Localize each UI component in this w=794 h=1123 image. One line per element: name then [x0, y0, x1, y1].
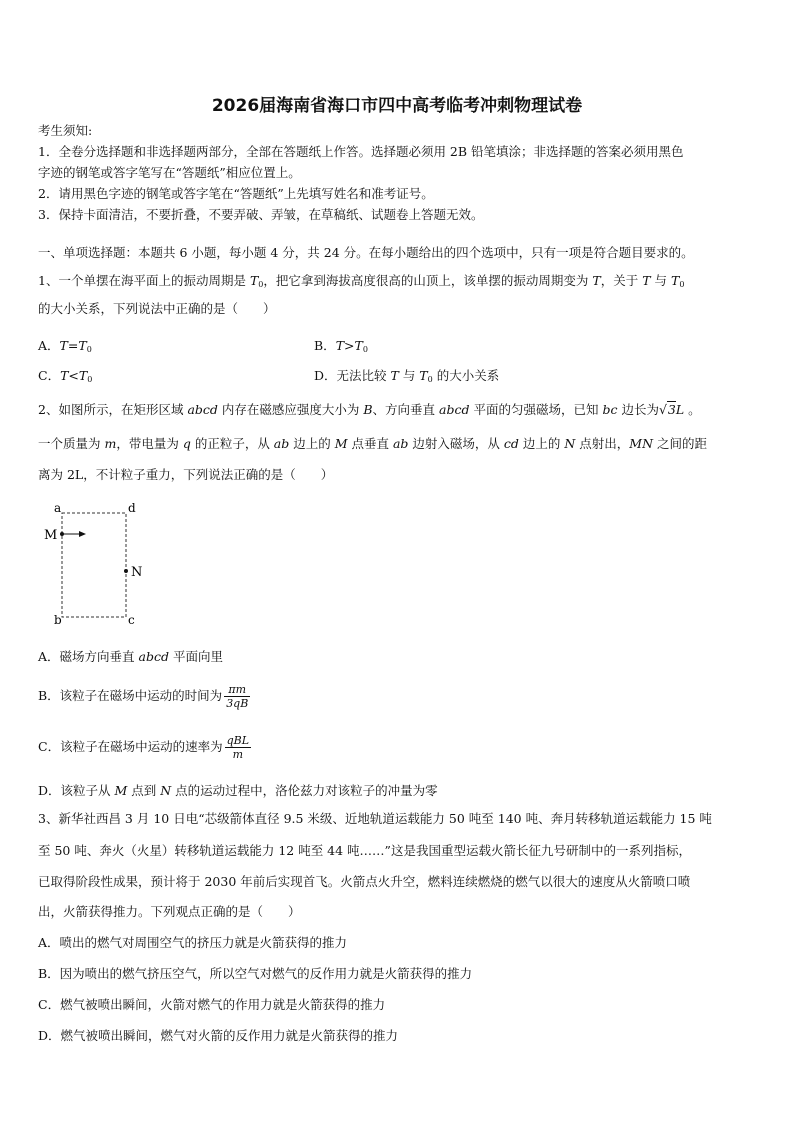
q2-field-diagram: [40, 500, 150, 625]
notice-item-1-cont: 字迹的钢笔或答字笔写在“答题纸”相应位置上。: [38, 165, 301, 180]
q3-stem-line2: 至 50 吨、奔火（火星）转移轨道运载能力 12 吨至 44 吨……”这是我国重型运载火箭长征九号研制中的一系列指标，: [38, 843, 691, 858]
q3-stem-line1: 3、新华社西昌 3 月 10 日电“芯级箭体直径 9.5 米级、近地轨道运载能力 50 吨至 140 吨、奔月转移轨道运载能力 15 吨: [38, 811, 712, 826]
q1-option-d[interactable]: D．无法比较 T 与 $T_0$ 的大小关系: [314, 368, 500, 384]
q3-stem-line4: 出，火箭获得推力。下列观点正确的是（ ）: [38, 904, 301, 919]
field-region: [62, 513, 126, 617]
q1-stem-line2: 的大小关系，下列说法中正确的是（ ）: [38, 301, 276, 316]
notice-item-3: 3．保持卡面清洁，不要折叠，不要弄破、弄皱，在草稿纸、试题卷上答题无效。: [38, 207, 484, 222]
q1-option-b[interactable]: B．$T>T_0$: [314, 338, 368, 354]
q3-option-d[interactable]: D．燃气被喷出瞬间，燃气对火箭的反作用力就是火箭获得的推力: [38, 1028, 399, 1043]
label-c: c: [128, 613, 135, 625]
label-n: N: [131, 565, 143, 580]
label-m: M: [44, 528, 58, 543]
fraction-pim-3qb: $\frac{\pi m}{3qB}$: [226, 683, 249, 710]
q2-option-d[interactable]: D．该粒子从 M 点到 N 点的运动过程中，洛伦兹力对该粒子的冲量为零: [38, 783, 438, 798]
q2-stem-line3: 离为 2L，不计粒子重力，下列说法正确的是（ ）: [38, 467, 334, 482]
q3-option-b[interactable]: B．因为喷出的燃气挤压空气，所以空气对燃气的反作用力就是火箭获得的推力: [38, 966, 473, 981]
label-b: b: [54, 613, 62, 625]
q1-option-c[interactable]: C．$T<T_0$: [38, 368, 93, 384]
q2-option-b[interactable]: B．该粒子在磁场中运动的时间为 $\frac{\pi m}{3qB}$: [38, 683, 249, 710]
sqrt-symbol: √3: [658, 402, 676, 417]
page-title: 2026届海南省海口市四中高考临考冲刺物理试卷: [211, 96, 583, 116]
notice-heading: 考生须知:: [38, 123, 93, 138]
q2-option-a[interactable]: A．磁场方向垂直 abcd 平面向里: [38, 649, 223, 664]
section-heading: 一、单项选择题：本题共 6 小题，每小题 4 分，共 24 分。在每小题给出的四个选项中，只有一项是符合题目要求的。: [38, 245, 694, 260]
q3-option-a[interactable]: A．喷出的燃气对周围空气的挤压力就是火箭获得的推力: [38, 935, 348, 950]
label-d: d: [128, 501, 136, 515]
notice-item-1: 1．全卷分选择题和非选择题两部分，全部在答题纸上作答。选择题必须用 2B 铅笔填涂；非选择题的答案必须用黑色: [38, 144, 684, 159]
q3-option-c[interactable]: C．燃气被喷出瞬间，火箭对燃气的作用力就是火箭获得的推力: [38, 997, 386, 1012]
q3-stem-line3: 已取得阶段性成果，预计将于 2030 年前后实现首飞。火箭点火升空，燃料连续燃烧的燃气以很大的速度从火箭喷口喷: [38, 874, 691, 889]
arrow-head-icon: [79, 531, 86, 537]
notice-item-2: 2．请用黑色字迹的钢笔或答字笔在“答题纸”上先填写姓名和准考证号。: [38, 186, 434, 201]
q2-stem-line2: 一个质量为 m，带电量为 q 的正粒子，从 ab 边上的 M 点垂直 ab 边射入磁场，从 cd 边上的 N 点射出，MN 之间的距: [38, 436, 708, 451]
fraction-qbl-m: $\frac{\text{qBL}}{m}$: [226, 734, 250, 761]
point-n: [124, 569, 128, 573]
q1-option-a[interactable]: A．$T=T_0$: [38, 338, 92, 354]
q2-stem-line1: 2、如图所示，在矩形区域 abcd 内存在磁感应强度大小为 B、方向垂直 abcd 平面的匀强磁场，已知 bc 边长为√3L 。: [38, 402, 701, 417]
label-a: a: [54, 501, 62, 515]
q2-option-c[interactable]: C．该粒子在磁场中运动的速率为 $\frac{\text{qBL}}{m}$: [38, 734, 250, 761]
q1-stem-line1: 1、一个单摆在海平面上的振动周期是 $T_0$，把它拿到海拔高度很高的山顶上，该单摆的振动周期变为 T，关于 T 与 $T_0$: [38, 273, 685, 289]
